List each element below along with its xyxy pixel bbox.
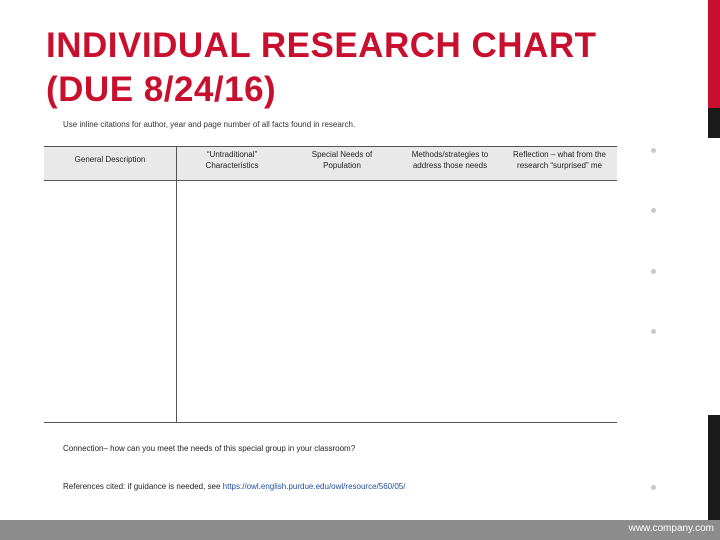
- column-header-line: Special Needs of: [311, 150, 373, 159]
- references-line: [63, 482, 405, 491]
- table-bottom-border: [44, 422, 617, 423]
- column-header-line: address those needs: [412, 161, 488, 170]
- column-header-general-description: [44, 154, 176, 165]
- column-header-special-needs: [287, 149, 397, 171]
- column-header-line: research “surprised” me: [517, 161, 602, 170]
- accent-bar-top: [708, 0, 720, 108]
- column-header-reflection: [502, 149, 617, 171]
- research-chart-table: [44, 146, 617, 423]
- column-header-methods: [396, 149, 504, 171]
- column-header-line: “Untraditional”: [206, 150, 258, 159]
- accent-bar-top-dark: [708, 108, 720, 138]
- instruction-text: Use inline citations for author, year and page number of all facts found in research.: [63, 120, 356, 129]
- accent-bar-bottom: [708, 415, 720, 520]
- slide-title-line-1: INDIVIDUAL RESEARCH CHART: [46, 26, 597, 65]
- bullet-dot: [651, 329, 656, 334]
- bullet-dot: [651, 269, 656, 274]
- footer-url: www.company.com: [628, 523, 714, 534]
- slide-title: [46, 24, 597, 112]
- column-header-line: Population: [323, 161, 361, 170]
- column-header-line: Characteristics: [205, 161, 259, 170]
- column-header-untraditional: [177, 149, 287, 171]
- references-label: References cited: if guidance is needed, see: [63, 482, 223, 491]
- bullet-dot: [651, 485, 656, 490]
- slide-title-line-2: (DUE 8/24/16): [46, 70, 277, 109]
- column-header-line: Reflection – what from the: [513, 150, 606, 159]
- bullet-dot: [651, 148, 656, 153]
- bullet-dot: [651, 208, 656, 213]
- column-divider: [176, 147, 177, 423]
- column-header-line: Methods/strategies to: [411, 150, 489, 159]
- references-link[interactable]: https://owl.english.purdue.edu/owl/resource/560/05/: [222, 482, 406, 491]
- connection-prompt: Connection– how can you meet the needs of this special group in your classroom?: [63, 444, 356, 453]
- table-header-row: [44, 147, 617, 181]
- footer-bar: [0, 520, 720, 540]
- column-header-line: General Description: [74, 155, 146, 164]
